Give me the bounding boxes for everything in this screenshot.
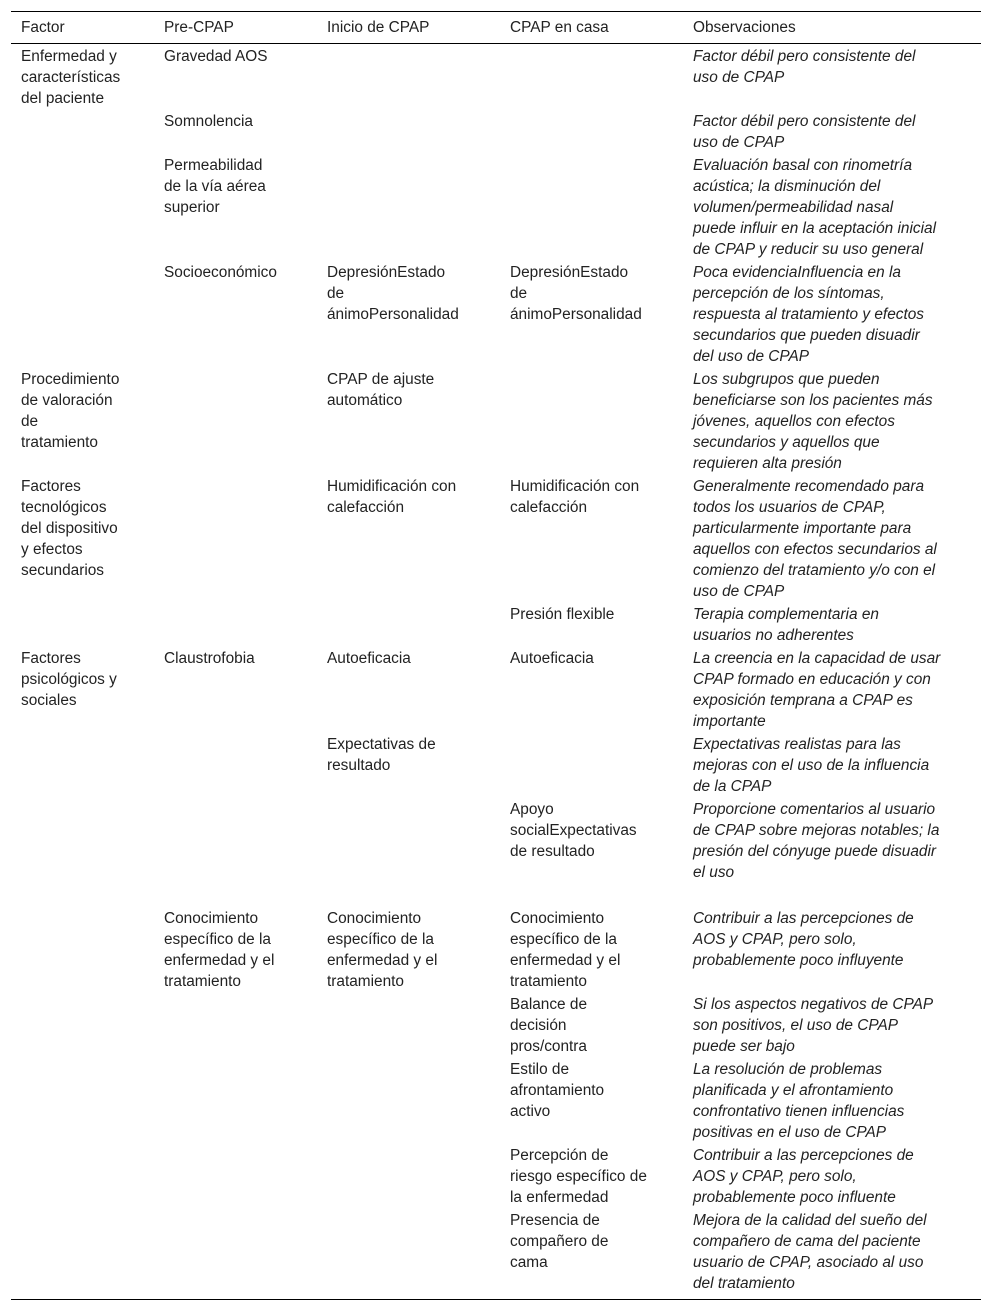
cell-observaciones: Mejora de la calidad del sueño del compañero de cama del paciente usuario de CPAP, asociado al uso del tratamiento bbox=[693, 1212, 927, 1292]
cell-pre-cpap: Gravedad AOS bbox=[164, 48, 268, 65]
cell-observaciones: Si los aspectos negativos de CPAP son positivos, el uso de CPAP puede ser bajo bbox=[693, 996, 934, 1055]
header-inicio-cpap: Inicio de CPAP bbox=[327, 19, 430, 36]
cell-observaciones: Evaluación basal con rinometría acústica; la disminución del volumen/permeabilidad nasal puede influir en la aceptación inicial de CPAP y reducir su uso general bbox=[693, 157, 936, 258]
cell-factor: Factores psicológicos y sociales bbox=[21, 650, 117, 709]
cell-observaciones: Generalmente recomendado para todos los usuarios de CPAP, particularmente importante para aquellos con efectos secundarios al comienzo del tratamiento y/o con el uso de CPAP bbox=[693, 478, 937, 600]
header-factor: Factor bbox=[21, 19, 65, 36]
cell-cpap-en-casa: Apoyo socialExpectativas de resultado bbox=[510, 801, 637, 860]
cell-cpap-en-casa: Autoeficacia bbox=[510, 650, 594, 667]
cell-cpap-en-casa: Presión flexible bbox=[510, 606, 615, 623]
cell-observaciones: Factor débil pero consistente del uso de CPAP bbox=[693, 48, 916, 86]
cell-observaciones: Poca evidenciaInfluencia en la percepción de los síntomas, respuesta al tratamiento y efectos secundarios que pueden disuadir del uso de CPAP bbox=[693, 264, 924, 365]
cell-cpap-en-casa: Humidificación con calefacción bbox=[510, 478, 640, 516]
cell-pre-cpap: Socioeconómico bbox=[164, 264, 277, 281]
table-header-rule bbox=[11, 43, 981, 44]
cell-inicio-cpap: Autoeficacia bbox=[327, 650, 411, 667]
cell-cpap-en-casa: Balance de decisión pros/contra bbox=[510, 996, 588, 1055]
cell-inicio-cpap: CPAP de ajuste automático bbox=[327, 371, 435, 409]
cell-observaciones: La resolución de problemas planificada y el afrontamiento confrontativo tienen influencias positivas en el uso de CPAP bbox=[693, 1061, 905, 1141]
cell-observaciones: La creencia en la capacidad de usar CPAP formado en educación y con exposición temprana a CPAP es importante bbox=[693, 650, 941, 730]
cell-pre-cpap: Permeabilidad de la vía aérea superior bbox=[164, 157, 266, 216]
cell-observaciones: Contribuir a las percepciones de AOS y CPAP, pero solo, probablemente poco influyente bbox=[693, 910, 914, 969]
cell-factor: Factores tecnológicos del dispositivo y efectos secundarios bbox=[21, 478, 118, 579]
cell-inicio-cpap: Expectativas de resultado bbox=[327, 736, 436, 774]
cell-observaciones: Contribuir a las percepciones de AOS y CPAP, pero solo, probablemente poco influente bbox=[693, 1147, 914, 1206]
header-pre-cpap: Pre-CPAP bbox=[164, 19, 234, 36]
cell-observaciones: Factor débil pero consistente del uso de CPAP bbox=[693, 113, 916, 151]
cell-pre-cpap: Somnolencia bbox=[164, 113, 253, 130]
cell-cpap-en-casa: Presencia de compañero de cama bbox=[510, 1212, 609, 1271]
cell-cpap-en-casa: Percepción de riesgo específico de la enfermedad bbox=[510, 1147, 647, 1206]
cell-inicio-cpap: DepresiónEstado de ánimoPersonalidad bbox=[327, 264, 459, 323]
cell-factor: Procedimiento de valoración de tratamiento bbox=[21, 371, 120, 451]
cell-pre-cpap: Conocimiento específico de la enfermedad y el tratamiento bbox=[164, 910, 275, 990]
header-cpap-en-casa: CPAP en casa bbox=[510, 19, 609, 36]
cell-observaciones: Terapia complementaria en usuarios no adherentes bbox=[693, 606, 879, 644]
header-observaciones: Observaciones bbox=[693, 19, 796, 36]
cell-cpap-en-casa: Estilo de afrontamiento activo bbox=[510, 1061, 605, 1120]
cell-observaciones: Proporcione comentarios al usuario de CPAP sobre mejoras notables; la presión del cónyuge puede disuadir el uso bbox=[693, 801, 940, 881]
table-bottom-rule bbox=[11, 1299, 981, 1300]
cell-observaciones: Los subgrupos que pueden beneficiarse son los pacientes más jóvenes, aquellos con efectos secundarios y aquellos que requieren alta presión bbox=[693, 371, 933, 472]
cell-pre-cpap: Claustrofobia bbox=[164, 650, 255, 667]
cell-cpap-en-casa: DepresiónEstado de ánimoPersonalidad bbox=[510, 264, 642, 323]
cell-factor: Enfermedad y características del paciente bbox=[21, 48, 121, 107]
cell-inicio-cpap: Humidificación con calefacción bbox=[327, 478, 457, 516]
table-top-rule bbox=[11, 11, 981, 12]
cell-observaciones: Expectativas realistas para las mejoras con el uso de la influencia de la CPAP bbox=[693, 736, 930, 795]
cell-cpap-en-casa: Conocimiento específico de la enfermedad y el tratamiento bbox=[510, 910, 621, 990]
cell-inicio-cpap: Conocimiento específico de la enfermedad y el tratamiento bbox=[327, 910, 438, 990]
